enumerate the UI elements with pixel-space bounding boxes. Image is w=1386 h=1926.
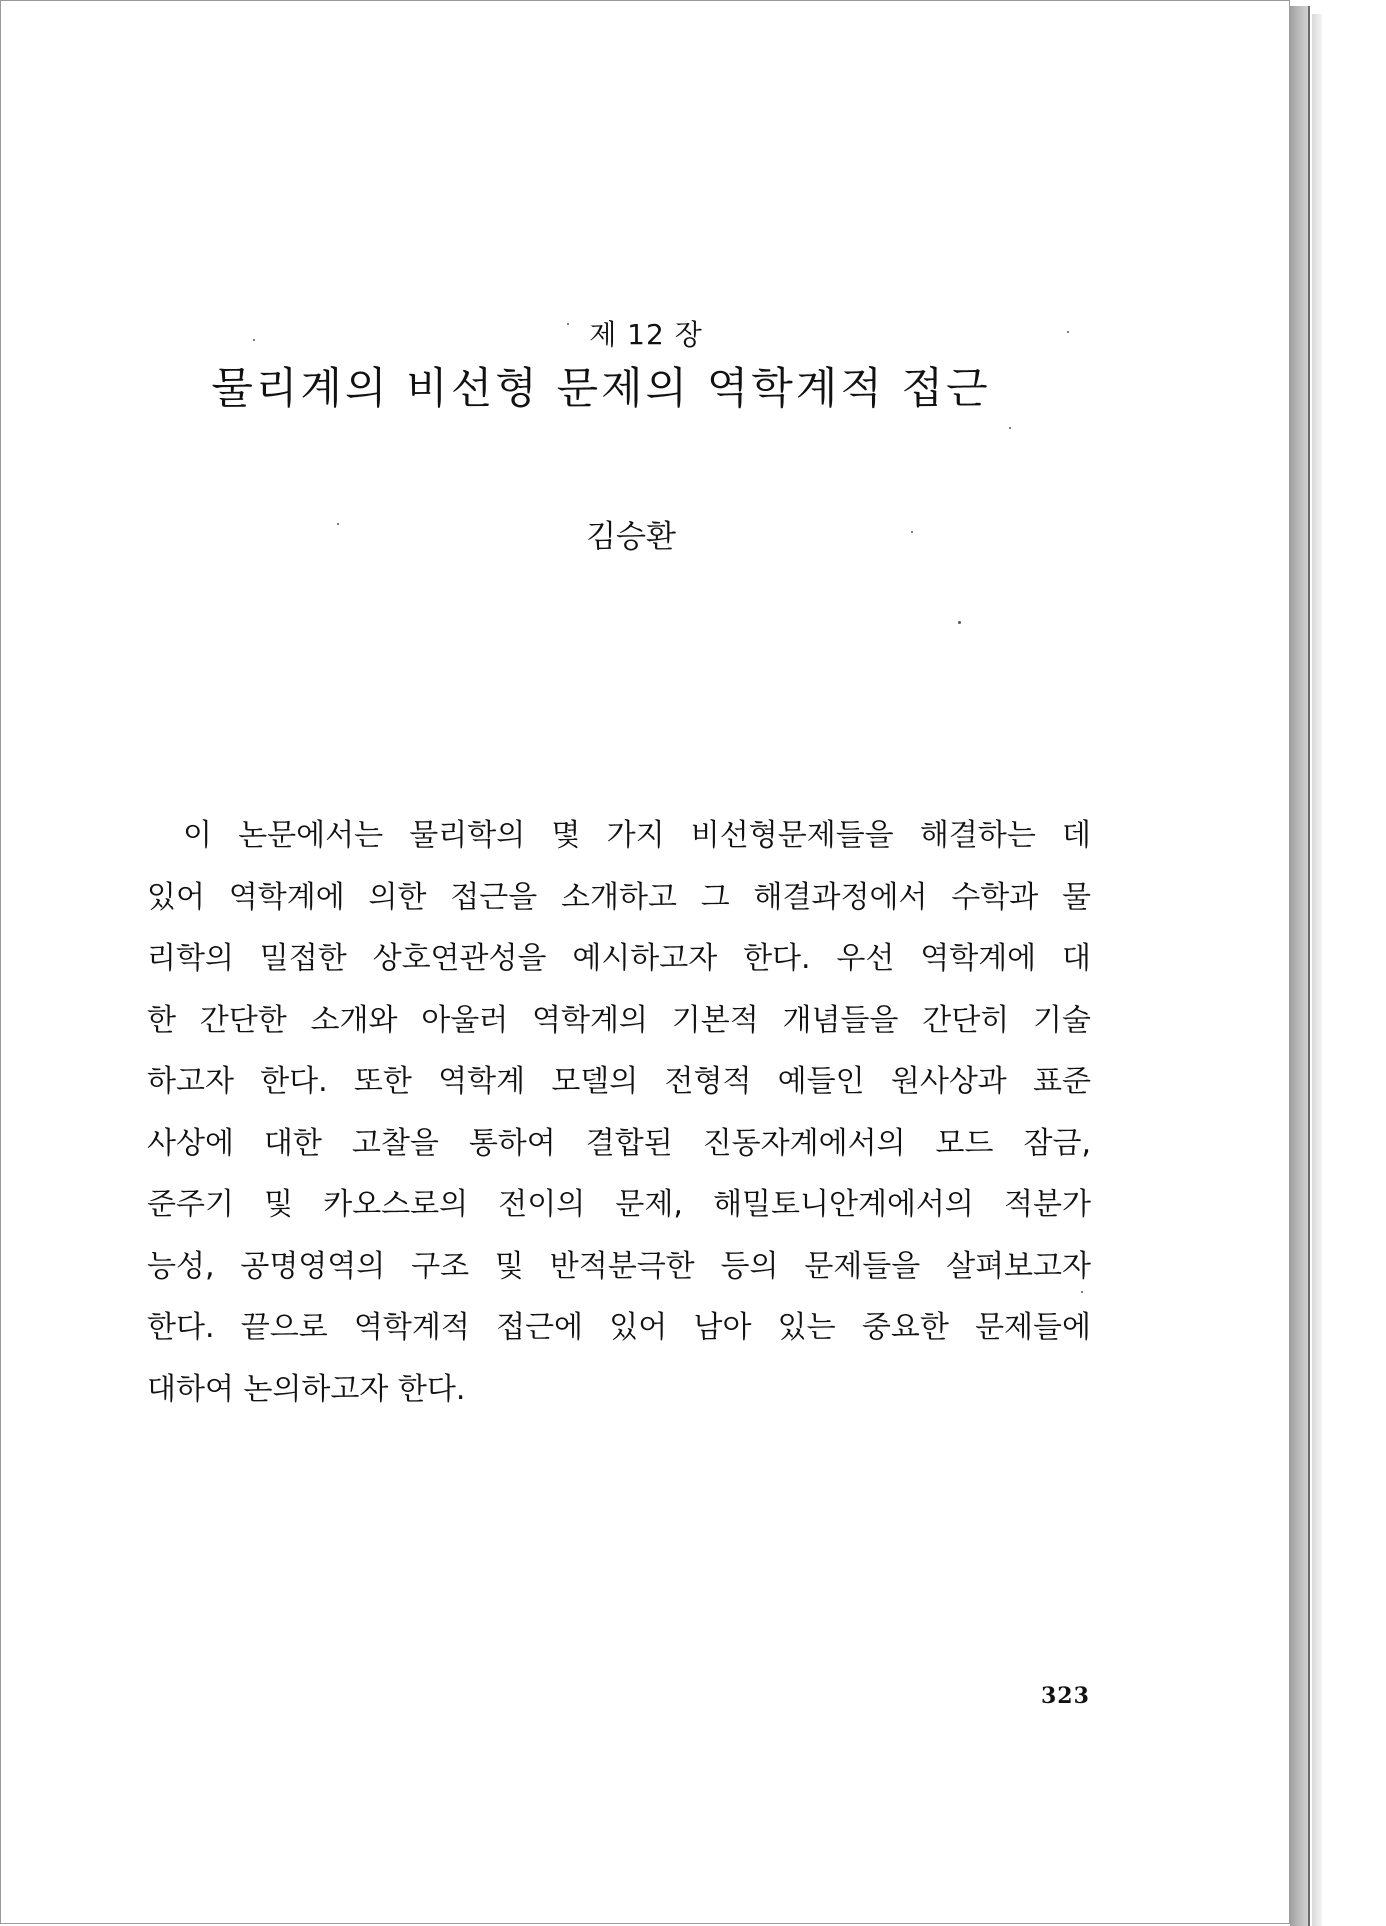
abstract-line: 한 간단한 소개와 아울러 역학계의 기본적 개념들을 간단히 기술 (147, 1002, 1091, 1038)
abstract-line: 준주기 및 카오스로의 전이의 문제, 해밀토니안계에서의 적분가 (147, 1187, 1091, 1222)
abstract-line: 이 논문에서는 물리학의 몇 가지 비선형문제들을 해결하는 데 (183, 818, 1091, 853)
abstract-line: 하고자 한다. 또한 역학계 모델의 전형적 예들인 원사상과 표준 (147, 1064, 1091, 1099)
scan-speck (337, 523, 339, 525)
author-name: 김승환 (586, 519, 676, 555)
abstract-line: 대하여 논의하고자 한다. (147, 1371, 466, 1407)
abstract-line: 한다. 끝으로 역학계적 접근에 있어 남아 있는 중요한 문제들에 (147, 1310, 1091, 1345)
scan-speck (253, 339, 255, 341)
chapter-title: 물리계의 비선형 문제의 역학계적 접근 (211, 364, 991, 414)
abstract-paragraph (147, 805, 1091, 1420)
scan-speck (567, 323, 569, 325)
scan-speck (911, 531, 913, 533)
scan-speck (1067, 331, 1069, 333)
page-edge-shadow (1312, 14, 1322, 1926)
page-edge (1290, 6, 1310, 1926)
scan-speck (1009, 427, 1011, 429)
page-number: 323 (1041, 1683, 1090, 1709)
abstract-line: 리학의 밀접한 상호연관성을 예시하고자 한다. 우선 역학계에 대 (147, 941, 1091, 976)
abstract-line: 있어 역학계에 의한 접근을 소개하고 그 해결과정에서 수학과 물 (147, 879, 1091, 915)
scan-speck (1081, 1291, 1083, 1293)
abstract-line: 능성, 공명영역의 구조 및 반적분극한 등의 문제들을 살펴보고자 (147, 1248, 1091, 1284)
abstract-line: 사상에 대한 고찰을 통하여 결합된 진동자계에서의 모드 잠금, (147, 1125, 1091, 1161)
scan-speck (958, 621, 961, 624)
chapter-label: 제 12 장 (589, 318, 703, 351)
